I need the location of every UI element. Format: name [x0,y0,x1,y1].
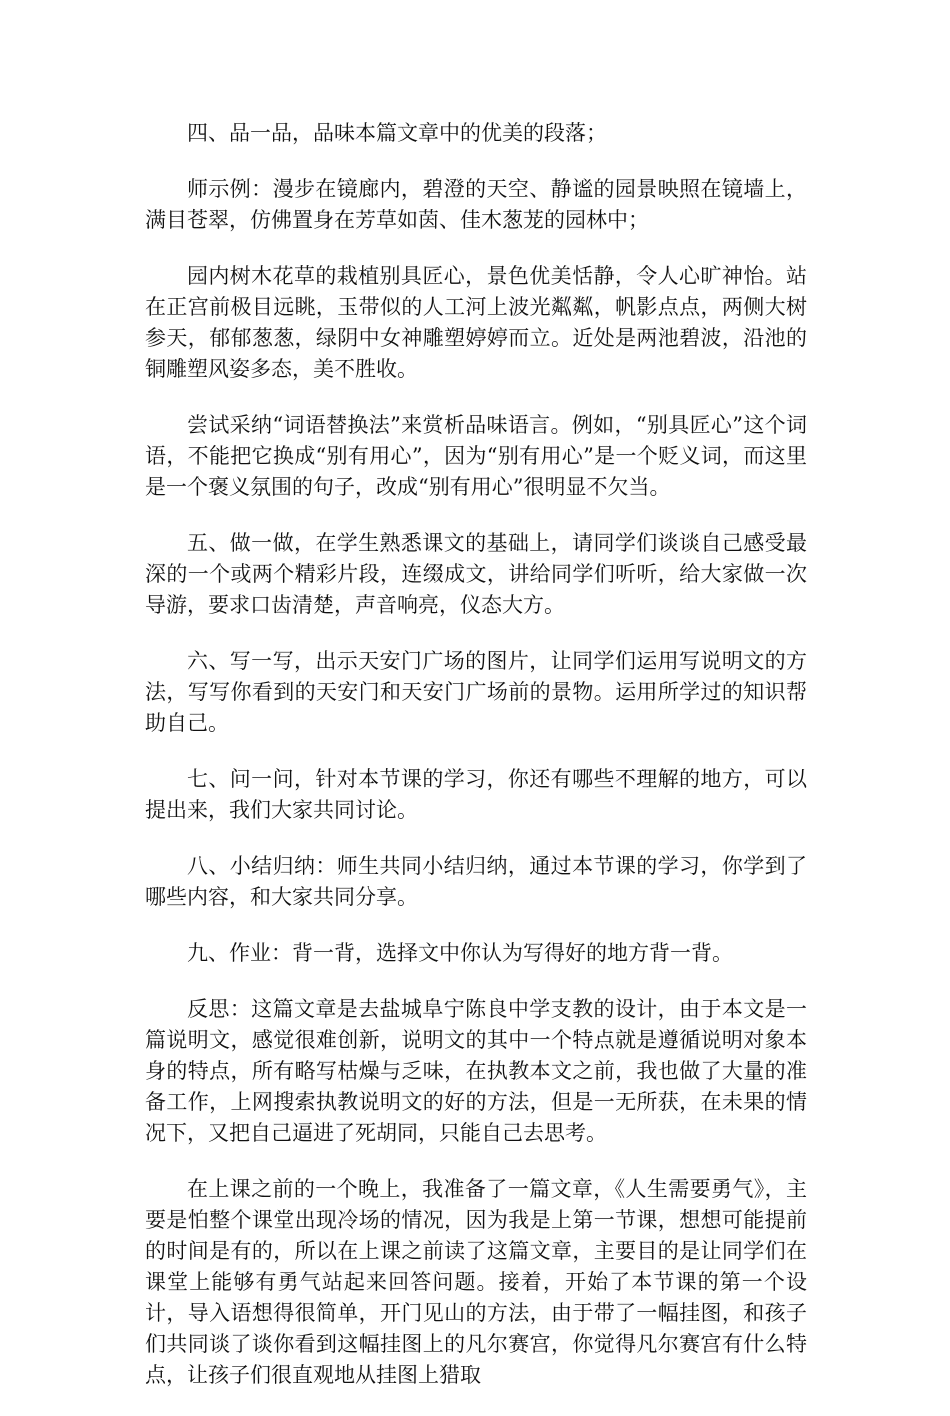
paragraph-garden-description: 园内树木花草的栽植别具匠心，景色优美恬静，令人心旷神怡。站在正宫前极目远眺，玉带似的人工河上波光粼粼，帆影点点，两侧大树参天，郁郁葱葱，绿阴中女神雕塑婷婷而立。近处是两池碧波，沿池的铜雕塑风姿多态，美不胜收。 [145,264,807,381]
paragraph-section-nine: 九、作业：背一背，选择文中你认为写得好的地方背一背。 [187,941,733,965]
paragraph-section-six: 六、写一写，出示天安门广场的图片，让同学们运用写说明文的方法，写写你看到的天安门和天安门广场前的景物。运用所学过的知识帮助自己。 [145,649,807,735]
paragraph-teacher-example: 师示例：漫步在镜廊内，碧澄的天空、静谧的园景映照在镜墙上，满目苍翠，仿佛置身在芳草如茵、佳木葱茏的园林中； [145,177,807,232]
paragraph-word-replacement: 尝试采纳“词语替换法”来赏析品味语言。例如，“别具匠心”这个词语，不能把它换成“别有用心”，因为“别有用心”是一个贬义词，而这里是一个褒义氛围的句子，改成“别有用心”很明显不欠当。 [145,413,807,499]
paragraph-section-eight: 八、小结归纳：师生共同小结归纳，通过本节课的学习，你学到了哪些内容，和大家共同分享。 [145,854,807,909]
paragraph-section-four: 四、品一品，品味本篇文章中的优美的段落； [187,121,607,145]
paragraph-section-seven: 七、问一问，针对本节课的学习，你还有哪些不理解的地方，可以提出来，我们大家共同讨论。 [145,767,807,822]
paragraph-section-five: 五、做一做，在学生熟悉课文的基础上，请同学们谈谈自己感受最深的一个或两个精彩片段，连缀成文，讲给同学们听听，给大家做一次导游，要求口齿清楚，声音响亮，仪态大方。 [145,531,807,617]
paragraph-before-class: 在上课之前的一个晚上，我准备了一篇文章，《人生需要勇气》，主要是怕整个课堂出现冷场的情况，因为我是上第一节课，想想可能提前的时间是有的，所以在上课之前读了这篇文章，主要目的是让同学们在课堂上能够有勇气站起来回答问题。接着，开始了本节课的第一个设计，导入语想得很简单，开门见山的方法，由于带了一幅挂图，和孩子们共同谈了谈你看到这幅挂图上的凡尔赛宫，你觉得凡尔赛宫有什么特点，让孩子们很直观地从挂图上猎取 [145,1177,807,1387]
document-body [145,118,807,1416]
paragraph-reflection: 反思：这篇文章是去盐城阜宁陈良中学支教的设计，由于本文是一篇说明文，感觉很难创新，说明文的其中一个特点就是遵循说明对象本身的特点，所有略写枯燥与乏味，在执教本文之前，我也做了大量的准备工作，上网搜索执教说明文的好的方法，但是一无所获，在未果的情况下，又把自己逼进了死胡同，只能自己去思考。 [145,997,807,1145]
